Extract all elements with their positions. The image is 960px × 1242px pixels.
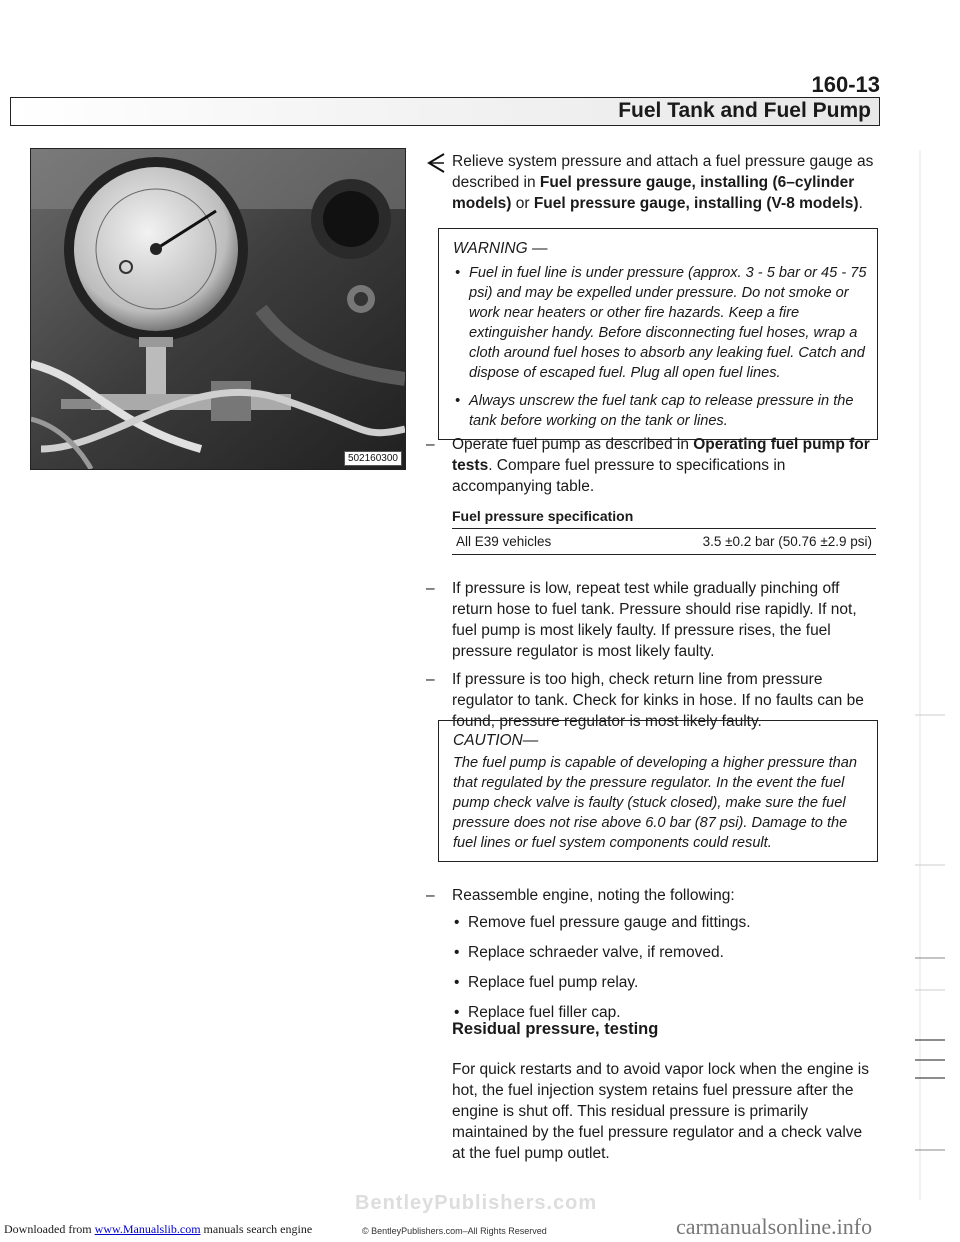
margin-scan-marks (900, 150, 960, 1200)
step-dash: – (426, 887, 435, 904)
caution-box (438, 720, 878, 862)
warning-title: WARNING — (453, 240, 548, 257)
step-dash: – (426, 436, 435, 453)
step-reassemble-text: Reassemble engine, noting the following: (452, 887, 735, 904)
footer-copyright: © BentleyPublishers.com–All Rights Reserved (362, 1226, 547, 1236)
step-low-text: If pressure is low, repeat test while gradually pinching off return hose to fuel tank. Pressure should rise rapidly. If not, fuel pump is most likely faulty. If pressure rises, the fuel pressure regulator is most likely faulty. (452, 580, 857, 660)
step-operate-text-1: Operate fuel pump as described in (452, 436, 694, 453)
step-reassemble (426, 885, 876, 907)
list-item: • Remove fuel pressure gauge and fittings. (452, 912, 872, 933)
footer-suffix: manuals search engine (200, 1222, 313, 1236)
intro-ref-2: Fuel pressure gauge, installing (V-8 models) (533, 195, 859, 212)
spec-table-row (452, 529, 876, 554)
watermark: BentleyPublishers.com (355, 1192, 598, 1214)
caution-title: CAUTION— (453, 732, 539, 749)
gauge-photo-illustration (31, 149, 405, 469)
photo-id-label: 502160300 (344, 451, 402, 466)
list-item: • Replace schraeder valve, if removed. (452, 942, 872, 963)
intro-paragraph (452, 151, 877, 214)
step-operate-text (452, 434, 872, 497)
footer-prefix: Downloaded from (4, 1222, 95, 1236)
step-operate-ref: Operating fuel pump for tests (452, 436, 870, 474)
warning-item: • Fuel in fuel line is under pressure (approx. 3 - 5 bar or 45 - 75 psi) and may be expelled under pressure. Do not smoke or work near heaters or other fire hazards. Keep a fire extinguisher handy. Before disconnecting fuel hoses, wrap a cloth around fuel hoses to absorb any leaking fuel. Catch and dispose of escaped fuel. Plug all open fuel lines. (453, 263, 869, 383)
residual-pressure-paragraph: For quick restarts and to avoid vapor lock when the engine is hot, the fuel injection system retains fuel pressure after the engine is shut off. This residual pressure is primarily maintained by the fuel pressure regulator and a check valve at the fuel pump outlet. (452, 1061, 870, 1162)
step-high-text: If pressure is too high, check return line from pressure regulator to tank. Check for kinks in hose. If no faults can be found, pressure regulator is most likely faulty. (452, 671, 864, 730)
manualslib-link[interactable]: www.Manualslib.com (94, 1222, 201, 1236)
spec-table-title: Fuel pressure specification (452, 508, 634, 524)
list-item: • Replace fuel filler cap. (452, 1002, 872, 1023)
footer-site-watermark: carmanualsonline.info (676, 1214, 873, 1239)
step-pressure-low (426, 578, 876, 662)
list-item: • Replace fuel pump relay. (452, 972, 872, 993)
warning-item: • Always unscrew the fuel tank cap to release pressure in the tank before working on the tank or lines. (453, 391, 869, 431)
spec-row-value: 3.5 ±0.2 bar (50.76 ±2.9 psi) (702, 534, 872, 549)
pointer-arrow-icon (426, 152, 446, 174)
step-dash: – (426, 580, 435, 597)
intro-ref-1: Fuel pressure gauge, installing (6–cylinder models) (452, 174, 855, 212)
section-header-bar (10, 97, 880, 126)
spec-table (452, 528, 876, 555)
spec-row-label: All E39 vehicles (456, 534, 552, 549)
footer-download-note (4, 1222, 312, 1237)
intro-text-1: Relieve system pressure and attach a fuel pressure gauge as described in (452, 153, 874, 191)
residual-pressure-heading: Residual pressure, testing (452, 1020, 659, 1038)
intro-text-2: or (511, 195, 534, 212)
intro-text-3: . (858, 195, 863, 212)
reassemble-list (452, 912, 872, 1032)
step-operate-text-2: . Compare fuel pressure to specifications in accompanying table. (452, 457, 786, 495)
step-operate-pump (426, 434, 876, 494)
fuel-pressure-gauge-photo (30, 148, 406, 470)
warning-box (438, 228, 878, 440)
caution-text: The fuel pump is capable of developing a higher pressure than that regulated by the pressure regulator. In the event the fuel pump check valve is faulty (stuck closed), make sure the fuel pressure does not rise above 6.0 bar (87 psi). Damage to the fuel lines or fuel system components could result. (453, 755, 858, 851)
step-dash: – (426, 671, 435, 688)
page-number: 160-13 (811, 72, 880, 97)
section-title: Fuel Tank and Fuel Pump (618, 99, 871, 122)
